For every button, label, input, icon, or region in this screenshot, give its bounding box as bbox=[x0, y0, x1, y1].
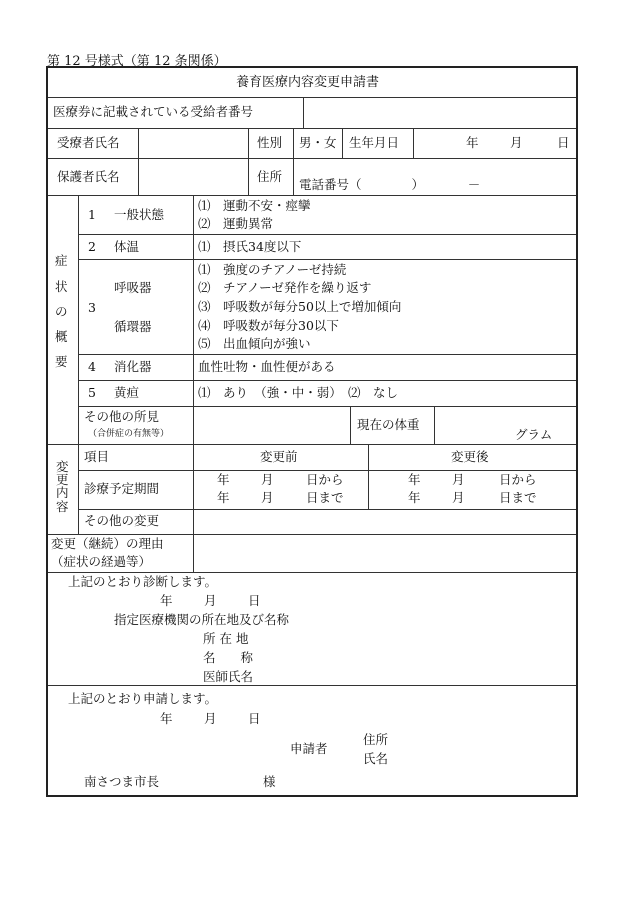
divider bbox=[303, 97, 304, 128]
other-findings-label: その他の所見 bbox=[84, 409, 160, 424]
divider bbox=[78, 380, 576, 381]
symptom-option: ⑶ 呼吸数が毎分50以上で増加傾向 bbox=[198, 299, 402, 314]
diagnose-month: 月 bbox=[204, 593, 217, 608]
before-label: 変更前 bbox=[260, 449, 298, 464]
weight-unit: グラム bbox=[515, 427, 553, 442]
other-findings-note: （合併症の有無等） bbox=[88, 429, 170, 439]
after-to-month: 月 bbox=[452, 490, 465, 505]
divider bbox=[78, 195, 79, 534]
symptom-circulatory-label: 循環器 bbox=[114, 319, 152, 334]
apply-day: 日 bbox=[248, 711, 261, 726]
symptom-number: 4 bbox=[88, 359, 96, 374]
symptom-number: 1 bbox=[88, 207, 96, 222]
symptoms-header-char: 症 bbox=[55, 253, 68, 268]
institution-label: 指定医療機関の所在地及び名称 bbox=[114, 612, 290, 627]
item-label: 項目 bbox=[84, 449, 110, 464]
form-title: 養育医療内容変更申請書 bbox=[236, 75, 380, 90]
symptom-respiratory-label: 呼吸器 bbox=[114, 280, 152, 295]
other-change-label: その他の変更 bbox=[84, 513, 160, 528]
applicant-label: 申請者 bbox=[290, 741, 328, 756]
symptoms-header-char: 要 bbox=[55, 354, 68, 369]
before-from-suffix: 日から bbox=[306, 472, 344, 487]
mayor-label: 南さつま市長 bbox=[84, 774, 160, 789]
symptom-digestive-label: 消化器 bbox=[114, 359, 152, 374]
divider bbox=[293, 128, 294, 195]
change-header-char: 更 bbox=[56, 472, 69, 487]
current-weight-label: 現在の体重 bbox=[357, 417, 420, 432]
before-from-month: 月 bbox=[261, 472, 274, 487]
after-label: 変更後 bbox=[451, 449, 489, 464]
form-caption: 第 12 号様式（第 12 条関係） bbox=[47, 54, 227, 69]
divider bbox=[350, 406, 351, 444]
birth-day-unit: 日 bbox=[557, 135, 570, 150]
symptom-option: ⑴ あり （強・中・弱） ⑵ なし bbox=[198, 385, 399, 400]
apply-month: 月 bbox=[204, 711, 217, 726]
divider bbox=[193, 195, 194, 572]
symptom-option: 血性吐物・血性便がある bbox=[198, 359, 336, 374]
institution-name-label: 名 称 bbox=[203, 650, 254, 665]
after-from-suffix: 日から bbox=[499, 472, 537, 487]
change-header-char: 容 bbox=[56, 499, 69, 514]
symptom-jaundice-label: 黄疸 bbox=[114, 385, 140, 400]
recipient-name-label: 受療者氏名 bbox=[57, 135, 120, 150]
symptom-option: ⑵ チアノーゼ発作を繰り返す bbox=[198, 280, 372, 295]
cert-number-label: 医療券に記載されている受給者番号 bbox=[53, 104, 254, 119]
symptoms-header-char: 状 bbox=[55, 279, 68, 294]
before-to-suffix: 日まで bbox=[306, 490, 344, 505]
change-header-char: 変 bbox=[56, 459, 69, 474]
symptom-option: ⑴ 運動不安・痙攣 bbox=[198, 198, 311, 213]
divider bbox=[48, 572, 576, 573]
symptoms-header-char: の bbox=[55, 304, 68, 319]
phone-label: 電話番号（ ） － bbox=[299, 177, 481, 192]
symptom-number: 3 bbox=[88, 300, 96, 315]
birth-year-unit: 年 bbox=[466, 135, 479, 150]
divider bbox=[78, 406, 576, 407]
honorific-label: 様 bbox=[263, 774, 276, 789]
reason-sublabel: （症状の経過等） bbox=[51, 554, 152, 569]
before-to-year: 年 bbox=[217, 490, 230, 505]
apply-statement: 上記のとおり申請します。 bbox=[68, 691, 218, 706]
divider bbox=[138, 128, 139, 195]
symptom-general-label: 一般状態 bbox=[114, 207, 165, 222]
symptom-option: ⑴ 強度のチアノーゼ持続 bbox=[198, 262, 347, 277]
symptom-option: ⑵ 運動異常 bbox=[198, 216, 274, 231]
divider bbox=[78, 234, 576, 235]
after-to-suffix: 日まで bbox=[499, 490, 537, 505]
symptom-option: ⑴ 摂氏34度以下 bbox=[198, 239, 302, 254]
diagnose-statement: 上記のとおり診断します。 bbox=[68, 574, 218, 589]
symptoms-header-char: 概 bbox=[55, 329, 68, 344]
divider bbox=[78, 470, 576, 471]
diagnose-year: 年 bbox=[160, 593, 173, 608]
symptom-option: ⑸ 出血傾向が強い bbox=[198, 336, 311, 351]
location-label: 所 在 地 bbox=[203, 631, 249, 646]
divider bbox=[48, 97, 576, 98]
change-header-char: 内 bbox=[56, 485, 69, 500]
divider bbox=[48, 534, 576, 535]
divider bbox=[413, 128, 414, 158]
applicant-address-label: 住所 bbox=[363, 732, 389, 747]
birthdate-label: 生年月日 bbox=[349, 135, 400, 150]
birth-month-unit: 月 bbox=[510, 135, 523, 150]
after-from-month: 月 bbox=[452, 472, 465, 487]
divider bbox=[248, 128, 249, 195]
sex-label: 性別 bbox=[257, 135, 283, 150]
divider bbox=[434, 406, 435, 444]
guardian-name-label: 保護者氏名 bbox=[57, 169, 120, 184]
reason-label: 変更（継続）の理由 bbox=[51, 536, 164, 551]
doctor-name-label: 医師氏名 bbox=[203, 669, 254, 684]
after-from-year: 年 bbox=[408, 472, 421, 487]
divider bbox=[48, 128, 576, 129]
before-to-month: 月 bbox=[261, 490, 274, 505]
sex-options: 男・女 bbox=[299, 135, 337, 150]
diagnose-day: 日 bbox=[248, 593, 261, 608]
divider bbox=[368, 444, 369, 509]
symptom-option: ⑷ 呼吸数が毎分30以下 bbox=[198, 318, 339, 333]
applicant-name-label: 氏名 bbox=[363, 751, 389, 766]
divider bbox=[78, 509, 576, 510]
application-form bbox=[46, 66, 578, 797]
symptom-temperature-label: 体温 bbox=[114, 239, 140, 254]
divider bbox=[78, 354, 576, 355]
apply-year: 年 bbox=[160, 711, 173, 726]
divider bbox=[48, 158, 576, 159]
symptom-number: 2 bbox=[88, 239, 96, 254]
symptom-number: 5 bbox=[88, 385, 96, 400]
before-from-year: 年 bbox=[217, 472, 230, 487]
divider bbox=[342, 128, 343, 158]
divider bbox=[78, 259, 576, 260]
treatment-period-label: 診療予定期間 bbox=[84, 481, 160, 496]
divider bbox=[48, 444, 576, 445]
address-label: 住所 bbox=[257, 169, 283, 184]
divider bbox=[48, 195, 576, 196]
divider bbox=[48, 685, 576, 686]
after-to-year: 年 bbox=[408, 490, 421, 505]
